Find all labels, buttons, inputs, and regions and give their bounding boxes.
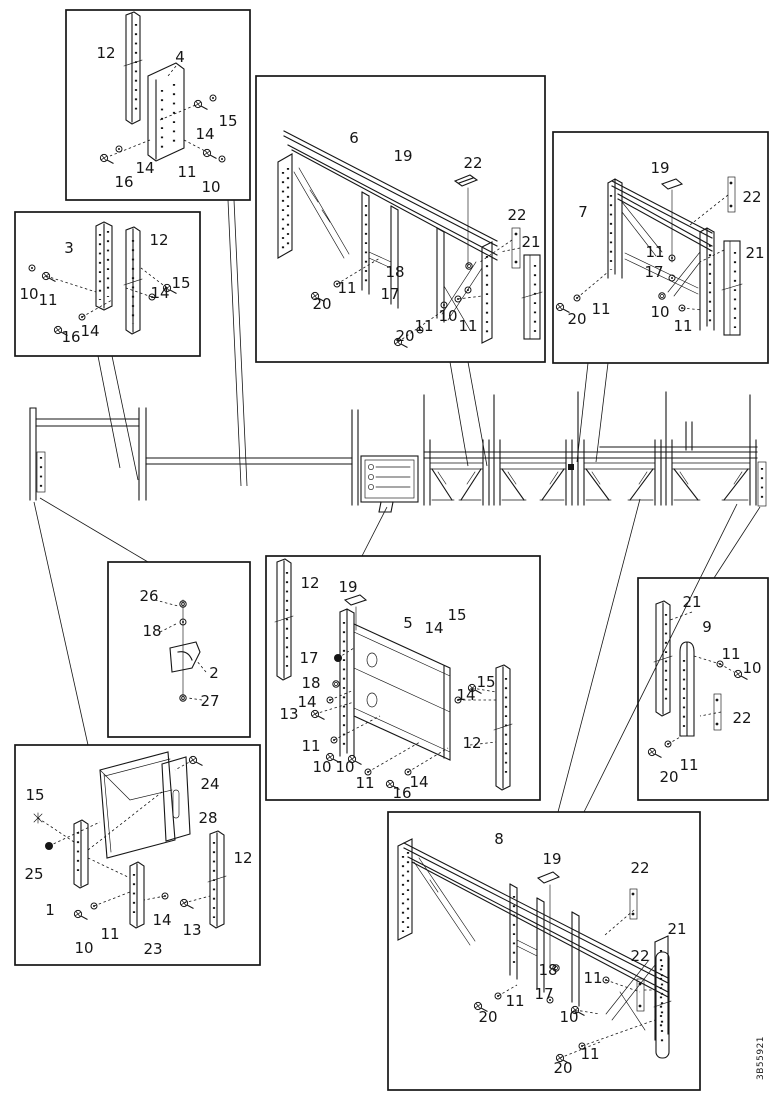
callout-19: 19 [393,147,413,165]
callout-18: 18 [142,622,162,640]
callout-20: 20 [659,768,679,786]
detail-box-panel-channels [15,745,260,965]
callout-14: 14 [456,686,476,704]
truss-bay [568,463,655,500]
callout-26: 26 [139,587,159,605]
callout-15: 15 [171,274,191,292]
callout-17: 17 [644,263,664,281]
detail-box-post-channels [15,212,200,356]
detail-box-border [15,745,260,965]
callout-14: 14 [135,159,155,177]
callout-22: 22 [630,947,650,965]
detail-art [34,752,226,928]
callout-28: 28 [198,809,218,827]
truss-bay [500,463,566,500]
callout-11: 11 [100,925,120,943]
callout-19: 19 [542,850,562,868]
callout-11: 11 [355,774,375,792]
callout-10: 10 [74,939,94,957]
callout-25: 25 [24,865,44,883]
callout-17: 17 [534,985,554,1003]
callout-16: 16 [392,784,412,802]
callout-14: 14 [297,693,317,711]
detail-box-frame-8 [388,812,700,1090]
callout-11: 11 [645,243,665,261]
detail-box-border [66,10,250,200]
callout-11: 11 [38,291,58,309]
callout-11: 11 [721,645,741,663]
callout-22: 22 [742,188,762,206]
callout-15: 15 [25,786,45,804]
detail-box-frame-7 [553,132,768,363]
callout-8: 8 [494,830,504,848]
callout-13: 13 [182,921,202,939]
callout-15: 15 [476,673,496,691]
callout-3: 3 [64,239,74,257]
callout-11: 11 [583,969,603,987]
callout-11: 11 [414,317,434,335]
callout-15: 15 [447,606,467,624]
detail-box-post-9 [638,578,768,800]
callout-22: 22 [630,859,650,877]
callout-18: 18 [385,263,405,281]
callout-16: 16 [61,328,81,346]
callout-10: 10 [312,758,332,776]
callout-20: 20 [312,295,332,313]
callout-9: 9 [702,618,712,636]
callout-21: 21 [667,920,687,938]
callout-18: 18 [538,961,558,979]
detail-art [648,601,747,758]
detail-box-corner-bracket [66,10,250,200]
callout-14: 14 [80,322,100,340]
callout-14: 14 [409,773,429,791]
callout-10: 10 [559,1008,579,1026]
callout-11: 11 [580,1045,600,1063]
callout-16: 16 [114,173,134,191]
callout-11: 11 [301,737,321,755]
callout-21: 21 [745,244,765,262]
callout-15: 15 [218,112,238,130]
callout-22: 22 [732,709,752,727]
callout-10: 10 [650,303,670,321]
truss-bay [430,463,483,500]
callout-11: 11 [679,756,699,774]
truss-bay [672,463,750,500]
callout-14: 14 [150,284,170,302]
callout-20: 20 [478,1008,498,1026]
callout-21: 21 [521,233,541,251]
overview-assembly [30,392,766,512]
callout-10: 10 [742,659,762,677]
callout-12: 12 [462,734,482,752]
detail-art [155,600,206,701]
callout-20: 20 [567,310,587,328]
detail-box-border [638,578,768,800]
callout-2: 2 [209,664,219,682]
callout-10: 10 [335,758,355,776]
callout-10: 10 [19,285,39,303]
callout-11: 11 [458,317,478,335]
callout-10: 10 [201,178,221,196]
callout-24: 24 [200,775,220,793]
callout-12: 12 [96,44,116,62]
callout-27: 27 [200,692,220,710]
callout-20: 20 [395,327,415,345]
callout-22: 22 [463,154,483,172]
callout-20: 20 [553,1059,573,1077]
callout-10: 10 [438,307,458,325]
callout-11: 11 [673,317,693,335]
callout-22: 22 [507,206,527,224]
callout-21: 21 [682,593,702,611]
callout-14: 14 [424,619,444,637]
callout-19: 19 [650,159,670,177]
detail-box-frame-6 [256,76,545,362]
callout-12: 12 [300,574,320,592]
callout-5: 5 [403,614,413,632]
detail-box-border [256,76,545,362]
callout-13: 13 [279,705,299,723]
callout-12: 12 [233,849,253,867]
detail-box-border [108,562,250,737]
detail-box-clip-hardware [108,562,250,737]
detail-box-panel-frame-5 [266,556,540,802]
callout-14: 14 [195,125,215,143]
callout-1: 1 [45,901,55,919]
callout-17: 17 [299,649,319,667]
callout-6: 6 [349,129,359,147]
callout-11: 11 [591,300,611,318]
callout-7: 7 [578,203,588,221]
callout-19: 19 [338,578,358,596]
callout-14: 14 [152,911,172,929]
callout-4: 4 [175,48,185,66]
callout-12: 12 [149,231,169,249]
callout-23: 23 [143,940,163,958]
callout-17: 17 [380,285,400,303]
callout-11: 11 [505,992,525,1010]
callout-11: 11 [177,163,197,181]
callout-11: 11 [337,279,357,297]
figure-number: 3B55921 [756,1035,766,1080]
callout-18: 18 [301,674,321,692]
